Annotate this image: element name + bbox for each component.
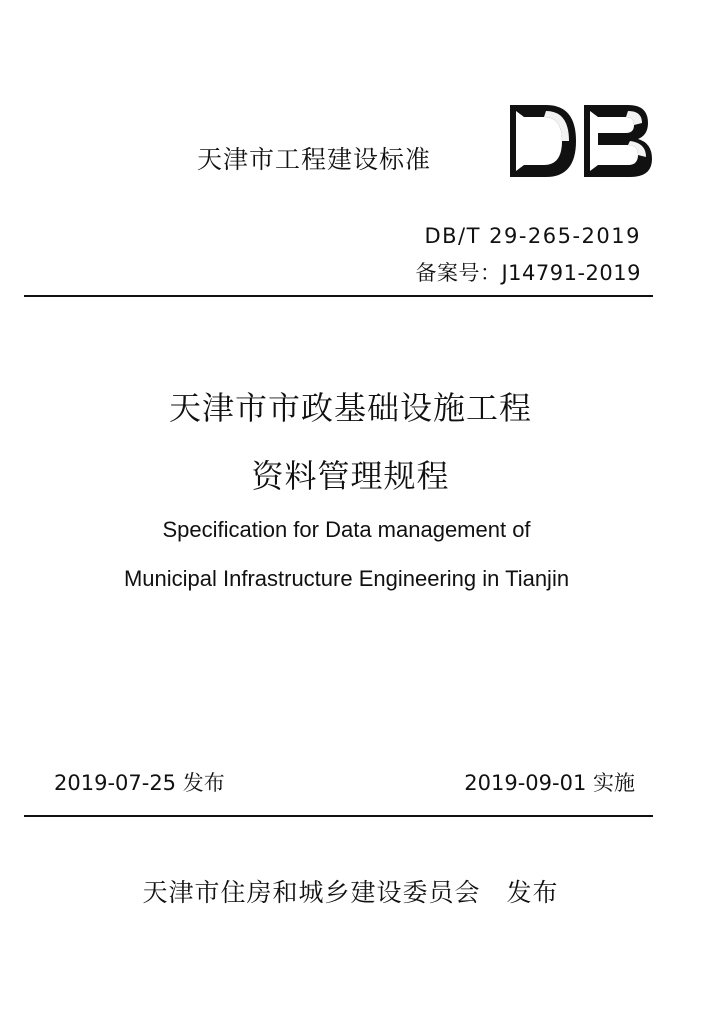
title-zh-line1: 天津市市政基础设施工程 bbox=[168, 389, 532, 427]
publisher: 天津市住房和城乡建设委员会 发布 bbox=[142, 878, 559, 907]
title-en-line1: Specification for Data management of bbox=[162, 517, 531, 542]
top-divider bbox=[24, 295, 653, 297]
series-title: 天津市工程建设标准 bbox=[197, 145, 432, 174]
record-number: 备案号：J14791-2019 bbox=[415, 261, 641, 285]
issue-date: 2019-07-25 发布 bbox=[54, 771, 225, 795]
title-zh-line2: 资料管理规程 bbox=[251, 457, 450, 495]
standard-number: DB/T 29-265-2019 bbox=[424, 224, 641, 248]
db-logo bbox=[506, 101, 656, 181]
bottom-divider bbox=[24, 815, 653, 817]
title-en-line2: Municipal Infrastructure Engineering in Tianjin bbox=[123, 566, 570, 591]
effective-date: 2019-09-01 实施 bbox=[464, 771, 635, 795]
